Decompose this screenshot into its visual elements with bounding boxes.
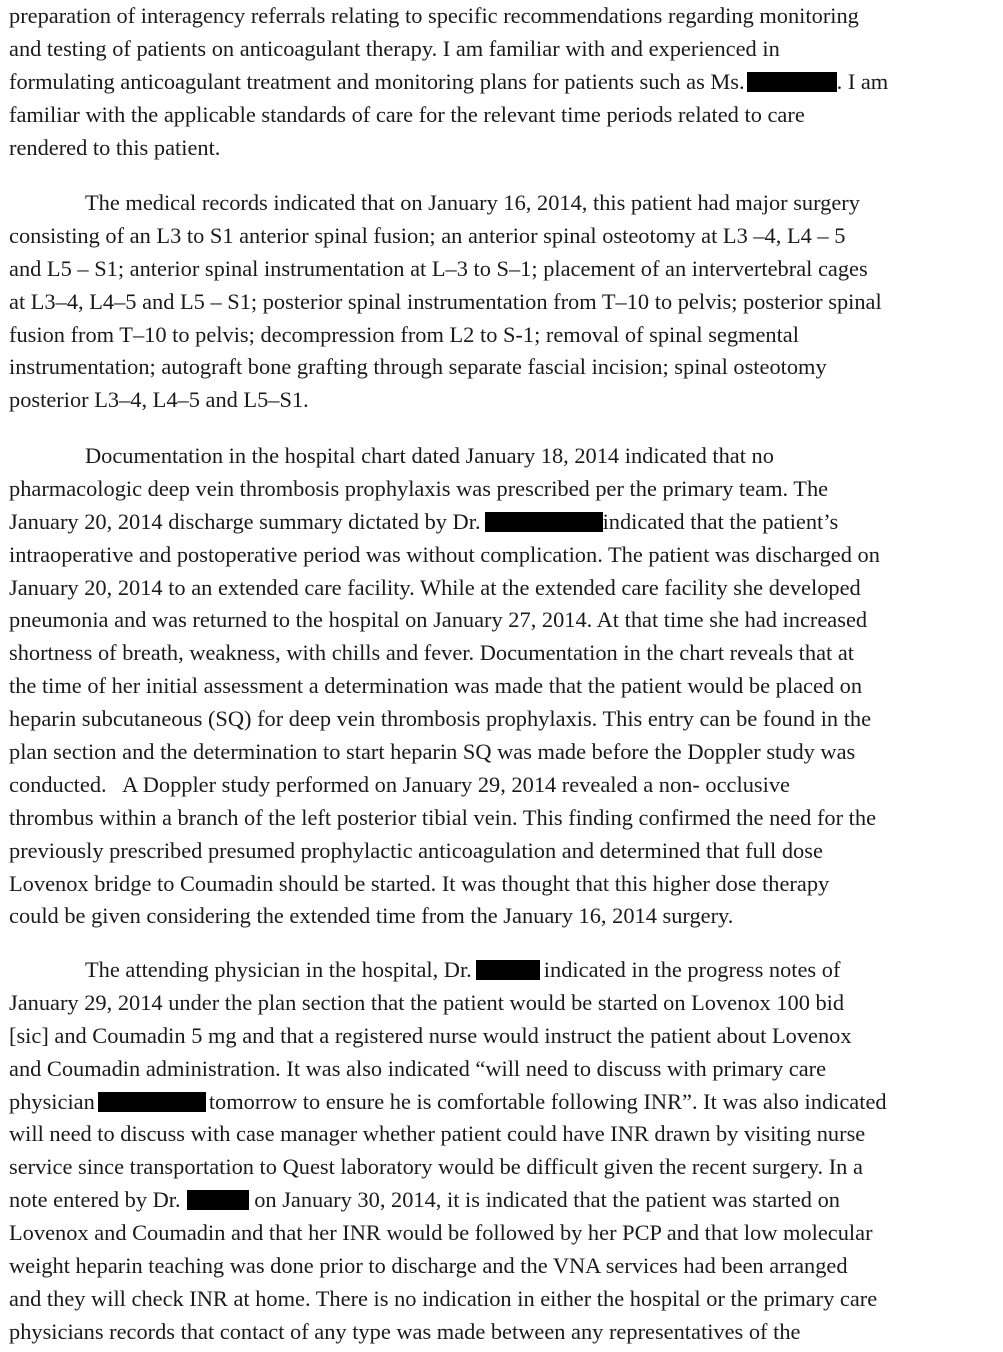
text-line: intraoperative and postoperative period was without complication. The patient was discharged on	[9, 541, 880, 567]
text-line: the time of her initial assessment a determination was made that the patient would be placed on	[9, 673, 863, 699]
redaction-bar	[98, 1092, 206, 1112]
text-line: and L5 – S1; anterior spinal instrumentation at L–3 to S–1; placement of an intervertebral cages	[9, 255, 868, 281]
text-line: service since transportation to Quest laboratory would be difficult given the recent surgery. In a	[9, 1154, 863, 1180]
text-line: thrombus within a branch of the left posterior tibial vein. This finding confirmed the need for the	[9, 804, 877, 830]
text-line: shortness of breath, weakness, with chills and fever. Documentation in the chart reveals that at	[9, 640, 854, 666]
text-line	[9, 506, 999, 539]
text-segment: The attending physician in the hospital, Dr.	[85, 957, 472, 982]
text-line: could be given considering the extended time from the January 16, 2014 surgery.	[9, 903, 734, 929]
text-line: familiar with the applicable standards of care for the relevant time periods related to care	[9, 101, 805, 127]
text-segment: on January 30, 2014, it is indicated that the patient was started on	[254, 1187, 840, 1213]
text-line	[9, 1086, 999, 1119]
redaction-bar	[187, 1190, 249, 1210]
paragraph-4	[9, 954, 999, 1349]
text-line: pneumonia and was returned to the hospital on January 27, 2014. At that time she had increased	[9, 607, 868, 633]
text-line: and testing of patients on anticoagulant therapy. I am familiar with and experienced in	[9, 35, 780, 61]
text-segment: physician	[9, 1088, 95, 1114]
text-line: and they will check INR at home. There is no indication in either the hospital or the primary care	[9, 1285, 878, 1311]
text-segment: formulating anticoagulant treatment and monitoring plans for patients such as Ms.	[9, 68, 745, 94]
text-line	[9, 1184, 999, 1217]
text-line: rendered to this patient.	[9, 134, 221, 160]
text-segment: January 20, 2014 discharge summary dictated by Dr.	[9, 508, 481, 534]
text-segment: indicated in the progress notes of	[543, 957, 841, 982]
text-line	[9, 954, 999, 987]
text-line: plan section and the determination to start heparin SQ was made before the Doppler study was	[9, 739, 856, 765]
text-segment: note entered by Dr.	[9, 1187, 181, 1213]
text-line: consisting of an L3 to S1 anterior spinal fusion; an anterior spinal osteotomy at L3 –4, L4 – 5	[9, 222, 846, 248]
text-line: Documentation in the hospital chart dated January 18, 2014 indicated that no	[85, 443, 774, 468]
text-line: will need to discuss with case manager whether patient could have INR drawn by visiting nurse	[9, 1121, 866, 1147]
text-line: physicians records that contact of any type was made between any representatives of the	[9, 1318, 801, 1344]
text-line: and Coumadin administration. It was also indicated “will need to discuss with primary care	[9, 1055, 827, 1081]
text-line: pharmacologic deep vein thrombosis prophylaxis was prescribed per the primary team. The	[9, 475, 829, 501]
redaction-bar	[485, 512, 603, 532]
text-segment: . I am	[836, 68, 889, 94]
text-line: conducted. A Doppler study performed on January 29, 2014 revealed a non- occlusive	[9, 771, 790, 797]
text-line: Lovenox bridge to Coumadin should be started. It was thought that this higher dose therapy	[9, 870, 830, 896]
text-line: The medical records indicated that on January 16, 2014, this patient had major surgery	[85, 190, 860, 215]
text-line: fusion from T–10 to pelvis; decompression from L2 to S-1; removal of spinal segmental	[9, 321, 799, 347]
text-line: instrumentation; autograft bone grafting through separate fascial incision; spinal osteotomy	[9, 354, 827, 380]
text-line: January 29, 2014 under the plan section that the patient would be started on Lovenox 100 bid	[9, 989, 845, 1015]
text-segment: indicated that the patient’s	[602, 508, 839, 534]
text-line: at L3–4, L4–5 and L5 – S1; posterior spinal instrumentation from T–10 to pelvis; posterior spinal	[9, 288, 882, 314]
text-segment: tomorrow to ensure he is comfortable following INR”. It was also indicated	[208, 1088, 887, 1114]
text-line: heparin subcutaneous (SQ) for deep vein thrombosis prophylaxis. This entry can be found in the	[9, 706, 872, 732]
text-line: weight heparin teaching was done prior to discharge and the VNA services had been arranged	[9, 1253, 848, 1279]
text-line	[9, 66, 999, 99]
text-line: Lovenox and Coumadin and that her INR would be followed by her PCP and that low molecular	[9, 1220, 873, 1246]
text-line: January 20, 2014 to an extended care facility. While at the extended care facility she developed	[9, 574, 861, 600]
paragraph-3	[9, 440, 999, 933]
text-line: previously prescribed presumed prophylactic anticoagulation and determined that full dose	[9, 837, 823, 863]
redaction-bar	[476, 960, 540, 980]
redaction-bar	[747, 72, 837, 92]
text-line: preparation of interagency referrals relating to specific recommendations regarding monitoring	[9, 3, 859, 28]
paragraph-2	[9, 187, 999, 417]
text-line: [sic] and Coumadin 5 mg and that a registered nurse would instruct the patient about Lovenox	[9, 1022, 852, 1048]
text-line: posterior L3–4, L4–5 and L5–S1.	[9, 387, 309, 413]
paragraph-1	[9, 0, 999, 164]
